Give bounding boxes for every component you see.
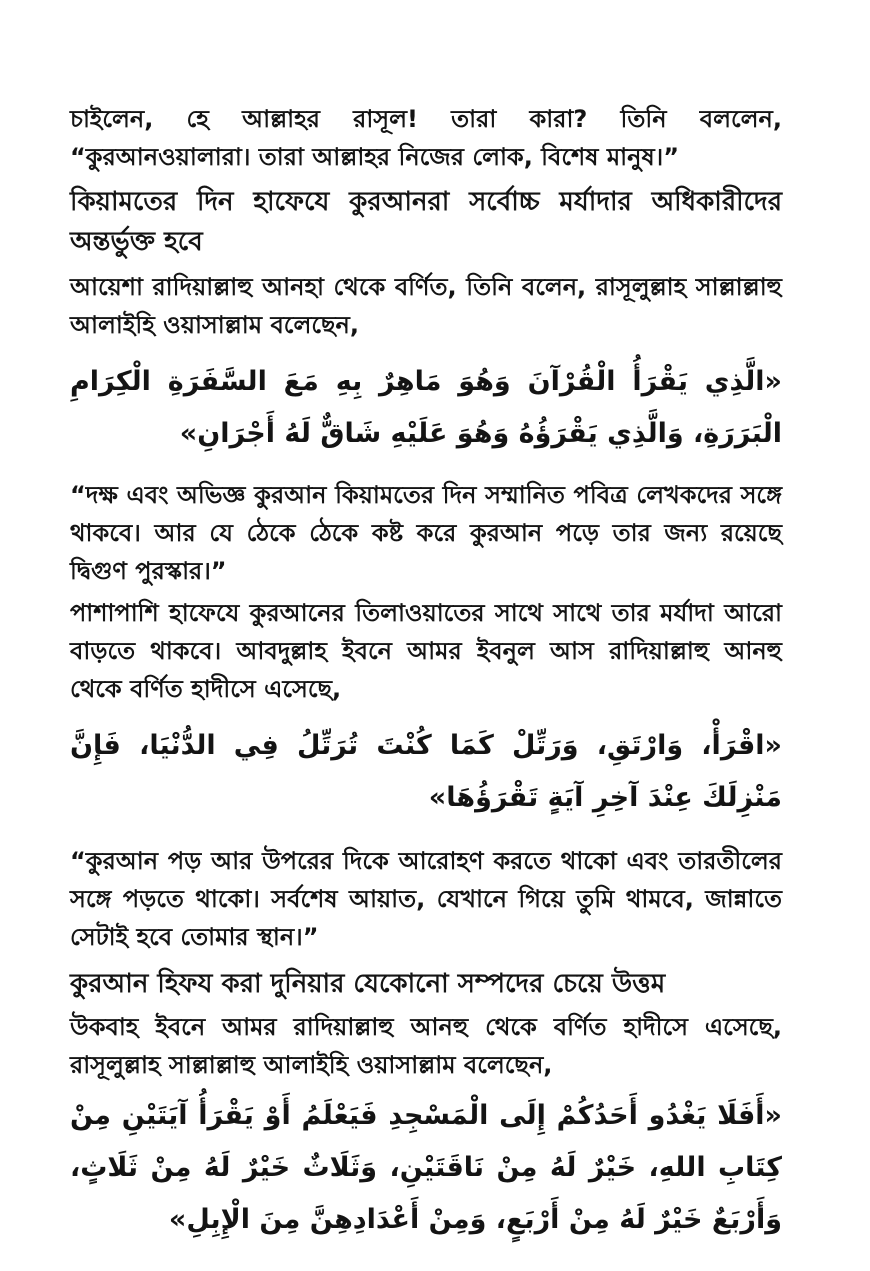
section-heading-hifz-better: কুরআন হিফয করা দুনিয়ার যেকোনো সম্পদের চেয়ে উত্তম (70, 969, 666, 999)
paragraph-uqbah-narration: উকবাহ ইবনে আমর রাদিয়াল্লাহু আনহু থেকে বর্ণিত হাদীসে এসেছে, রাসূলুল্লাহ সাল্লাল্লাহু আলাইহি ওয়াসাল্লাম বলেছেন, (70, 1013, 782, 1079)
paragraph-aisha-narration: আয়েশা রাদিয়াল্লাহু আনহা থেকে বর্ণিত, তিনি বলেন, রাসূলুল্লাহ সাল্লাল্লাহু আলাইহি ওয়াসাল্লাম বলেছেন, (70, 273, 782, 339)
paragraph-continuation: চাইলেন, হে আল্লাহর রাসূল! তারা কারা? তিনি বললেন, “কুরআনওয়ালারা। তারা আল্লাহর নিজের লোক, বিশেষ মানুষ।” (70, 105, 782, 171)
arabic-hadith-quote-2: «اقْرَأْ، وَارْتَقِ، وَرَتِّلْ كَمَا كُنْتَ تُرَتِّلُ فِي الدُّنْيَا، فَإِنَّ مَنْزِلَكَ عِنْدَ آخِرِ آيَةٍ تَقْرَؤُهَا» (70, 730, 782, 813)
paragraph-translation-2: “কুরআন পড় আর উপরের দিকে আরোহণ করতে থাকো এবং তারতীলের সঙ্গে পড়তে থাকো। সর্বশেষ আয়াত, যেখানে গিয়ে তুমি থামবে, জান্নাতে সেটাই হবে তোমার স্থান।” (70, 847, 782, 951)
paragraph-recitation-rank: পাশাপাশি হাফেযে কুরআনের তিলাওয়াতের সাথে সাথে তার মর্যাদা আরো বাড়তে থাকবে। আবদুল্লাহ ইবনে আমর ইবনুল আস রাদিয়াল্লাহু আনহু থেকে বর্ণিত হাদীসে এসেছে, (70, 599, 782, 703)
paragraph-translation-1: “দক্ষ এবং অভিজ্ঞ কুরআন কিয়ামতের দিন সম্মানিত পবিত্র লেখকদের সঙ্গে থাকবে। আর যে ঠেকে ঠেকে কষ্ট করে কুরআন পড়ে তার জন্য রয়েছে দ্বিগুণ পুরস্কার।” (70, 481, 782, 585)
arabic-hadith-quote-1: «الَّذِي يَقْرَأُ الْقُرْآنَ وَهُوَ مَاهِرٌ بِهِ مَعَ السَّفَرَةِ الْكِرَامِ الْبَرَرَةِ، وَالَّذِي يَقْرَؤُهُ وَهُوَ عَلَيْهِ شَاقٌّ لَهُ أَجْرَانِ» (70, 366, 782, 449)
section-heading-hafiz-rank: কিয়ামতের দিন হাফেযে কুরআনরা সর্বোচ্চ মর্যাদার অধিকারীদের অন্তর্ভুক্ত হবে (70, 187, 782, 257)
arabic-hadith-quote-3: «أَفَلَا يَغْدُو أَحَدُكُمْ إِلَى الْمَسْجِدِ فَيَعْلَمُ أَوْ يَقْرَأُ آيَتَيْنِ مِنْ كِتَابِ اللهِ، خَيْرٌ لَهُ مِنْ نَاقَتَيْنِ، وَثَلَاثٌ خَيْرٌ لَهُ مِنْ ثَلَاثٍ، وَأَرْبَعٌ خَيْرٌ لَهُ مِنْ أَرْبَعٍ، وَمِنْ أَعْدَادِهِنَّ مِنَ الْإِبِلِ» (70, 1100, 782, 1235)
